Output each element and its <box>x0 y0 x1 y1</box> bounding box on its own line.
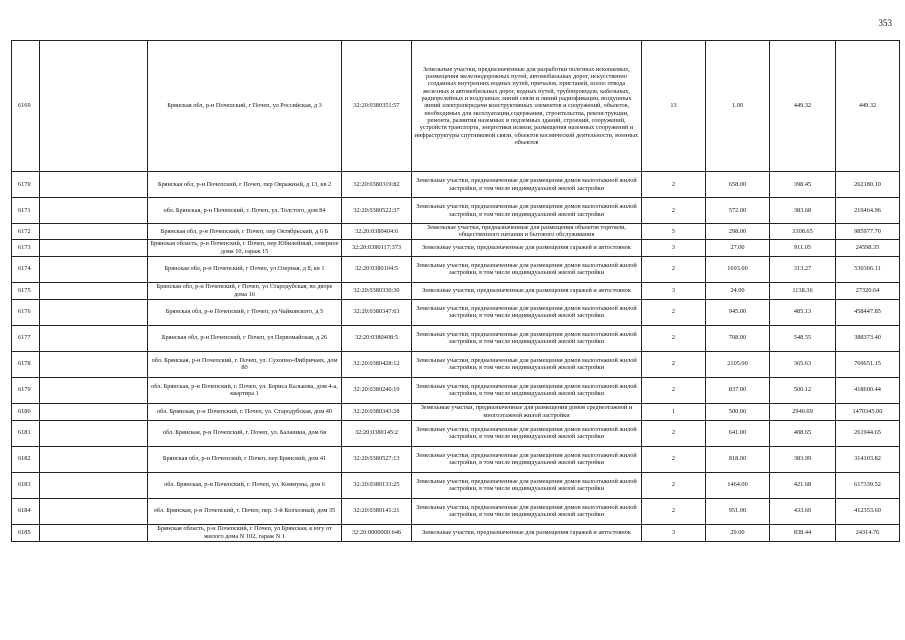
row-number: 6174 <box>12 256 40 282</box>
specific-value-cell: 383.68 <box>770 198 836 224</box>
cadastral-number-cell: 32:20:0380117:373 <box>342 239 412 256</box>
specific-value-cell: 433.60 <box>770 498 836 524</box>
land-use-cell: Земельные участки, предназначенные для размещения домов малоэтажной жилой застройки, в том числе индивидуальной жилой застройки <box>412 351 642 377</box>
address-cell: обл. Брянская, р-н Почепский, г. Почеп, ул. Бориса Калькова, дом 4-а, квартира 1 <box>148 377 342 403</box>
group-cell: 2 <box>642 325 706 351</box>
area-cell: 818.00 <box>706 446 770 472</box>
specific-value-cell: 3308.65 <box>770 224 836 240</box>
group-cell: 3 <box>642 239 706 256</box>
empty-cell <box>40 498 148 524</box>
specific-value-cell: 421.68 <box>770 472 836 498</box>
address-cell: Брянская область, р-н Почепский, г Почеп, пер Юбилейный, северное дома 10, гараж 15 <box>148 239 342 256</box>
cadastral-number-cell: 32:20:0380319:82 <box>342 172 412 198</box>
specific-value-cell: 500.12 <box>770 377 836 403</box>
table-row <box>12 420 900 446</box>
table-row <box>12 377 900 403</box>
page-number: 353 <box>878 18 892 28</box>
row-number: 6171 <box>12 198 40 224</box>
cadastral-value-cell: 418600.44 <box>836 377 900 403</box>
empty-cell <box>40 172 148 198</box>
area-cell: 500.00 <box>706 403 770 420</box>
cadastral-value-cell: 769651.15 <box>836 351 900 377</box>
empty-cell <box>40 472 148 498</box>
address-cell: Брянская область, р-н Почепский, г Почеп, ул Брянская, к югу от жилого дома N 102, гараж N 1 <box>148 524 342 541</box>
cadastral-value-cell: 219464.96 <box>836 198 900 224</box>
cadastral-value-cell: 617339.52 <box>836 472 900 498</box>
row-number: 6170 <box>12 172 40 198</box>
cadastral-value-cell: 24598.35 <box>836 239 900 256</box>
area-cell: 708.00 <box>706 325 770 351</box>
land-use-cell: Земельные участки, предназначенные для размещения домов малоэтажной жилой застройки, в том числе индивидуальной жилой застройки <box>412 299 642 325</box>
row-number: 6169 <box>12 41 40 172</box>
address-cell: обл. Брянская, р-н Почепский, г. Почеп, ул. Баланина, дом 6в <box>148 420 342 446</box>
row-number: 6173 <box>12 239 40 256</box>
table-row <box>12 198 900 224</box>
empty-cell <box>40 524 148 541</box>
empty-cell <box>40 198 148 224</box>
area-cell: 572.00 <box>706 198 770 224</box>
table-row <box>12 498 900 524</box>
specific-value-cell: 408.65 <box>770 420 836 446</box>
address-cell: Брянская обл, р-н Почепский, г Почеп, пер Октябрьский, д 6 Б <box>148 224 342 240</box>
group-cell: 3 <box>642 524 706 541</box>
address-cell: обл. Брянская, р-н Почепский, г. Почеп, ул. Сухопно-Фибричаях, дом 80 <box>148 351 342 377</box>
group-cell: 5 <box>642 224 706 240</box>
group-cell: 1 <box>642 403 706 420</box>
table-row <box>12 41 900 172</box>
row-number: 6176 <box>12 299 40 325</box>
land-use-cell: Земельные участки, предназначенные для размещения домов малоэтажной жилой застройки, в том числе индивидуальной жилой застройки <box>412 256 642 282</box>
cadastral-number-cell: 32:20:0380527:13 <box>342 446 412 472</box>
address-cell: Брянская обл, р-н Почепский, г Почеп, ул Озерная, д 8, кв 1 <box>148 256 342 282</box>
area-cell: 945.00 <box>706 299 770 325</box>
row-number: 6184 <box>12 498 40 524</box>
cadastral-number-cell: 32:20:0380428:12 <box>342 351 412 377</box>
specific-value-cell: 313.27 <box>770 256 836 282</box>
group-cell: 2 <box>642 446 706 472</box>
address-cell: обл. Брянская, р-н Почепский, г. Почеп, ул. Стародубская, дом 40 <box>148 403 342 420</box>
address-cell: Брянская обл, р-н Почепский, г Почеп, пер Брянский, дом 41 <box>148 446 342 472</box>
group-cell: 2 <box>642 198 706 224</box>
address-cell: обл. Брянская, р-н Почепский, г. Почеп, ул. Толстого, дом 84 <box>148 198 342 224</box>
area-cell: 1693.00 <box>706 256 770 282</box>
empty-cell <box>40 351 148 377</box>
land-use-cell: Земельные участки, предназначенные для размещения домов малоэтажной жилой застройки, в том числе индивидуальной жилой застройки <box>412 172 642 198</box>
land-use-cell: Земельные участки, предназначенные для разработки полезных ископаемых, размещения железнодорожных путей, автомобильных дорог, искусственно созданных внутренних водных путей, причалов, пристаней, полос отвода железных и автомобильных дорог, водных путей, трубопроводов, кабельных, радиорелейных и воздушных линий связи и линий радиофикации, воздушных линий электропередачи конструктивных элементов и сооружений, объектов, необходимых для эксплуатации,содержания, строительства, реконструкции, ремонта, развития наземных и подземных зданий, строений, сооружений, устройств транспорта, энергетики исвязи; размещения наземных сооружений и инфраструктуры спутниковой связи, объектов космической деятельности, военных объектов <box>412 41 642 172</box>
empty-cell <box>40 403 148 420</box>
group-cell: 2 <box>642 498 706 524</box>
cadastral-value-cell: 449.32 <box>836 41 900 172</box>
cadastral-value-cell: 261944.65 <box>836 420 900 446</box>
specific-value-cell: 548.55 <box>770 325 836 351</box>
cadastral-number-cell: 32:20:0380343:28 <box>342 403 412 420</box>
row-number: 6182 <box>12 446 40 472</box>
cadastral-number-cell: 32:20:0380330:30 <box>342 282 412 299</box>
cadastral-number-cell: 32:20:0380240:10 <box>342 377 412 403</box>
group-cell: 2 <box>642 472 706 498</box>
cadastral-value-cell: 1470345.00 <box>836 403 900 420</box>
land-use-cell: Земельные участки, предназначенные для размещения объектов торговли, общественного питания и бытового обслуживания <box>412 224 642 240</box>
area-cell: 29.00 <box>706 524 770 541</box>
empty-cell <box>40 282 148 299</box>
cadastral-number-cell: 32:20:0380133:25 <box>342 472 412 498</box>
empty-cell <box>40 420 148 446</box>
address-cell: Брянская обл, р-н Почепский, г Почеп, ул Первомайская, д 26 <box>148 325 342 351</box>
area-cell: 2105.00 <box>706 351 770 377</box>
empty-cell <box>40 377 148 403</box>
table-row <box>12 351 900 377</box>
cadastral-value-cell: 27320.64 <box>836 282 900 299</box>
cadastral-value-cell: 530366.11 <box>836 256 900 282</box>
area-cell: 27.00 <box>706 239 770 256</box>
specific-value-cell: 2940.69 <box>770 403 836 420</box>
cadastral-value-cell: 985977.70 <box>836 224 900 240</box>
table-row <box>12 256 900 282</box>
cadastral-value-table <box>11 40 900 542</box>
land-use-cell: Земельные участки, предназначенные для размещения домов малоэтажной жилой застройки, в том числе индивидуальной жилой застройки <box>412 446 642 472</box>
cadastral-number-cell: 32:20:0380141:21 <box>342 498 412 524</box>
empty-cell <box>40 256 148 282</box>
land-use-cell: Земельные участки, предназначенные для размещения гаражей и автостоянок <box>412 282 642 299</box>
table-row <box>12 403 900 420</box>
empty-cell <box>40 325 148 351</box>
cadastral-number-cell: 32:20:0380408:5 <box>342 325 412 351</box>
specific-value-cell: 1138.36 <box>770 282 836 299</box>
land-use-cell: Земельные участки, предназначенные для размещения домов малоэтажной жилой застройки, в том числе индивидуальной жилой застройки <box>412 377 642 403</box>
cadastral-number-cell: 32:20:0000000:646 <box>342 524 412 541</box>
group-cell: 2 <box>642 256 706 282</box>
group-cell: 3 <box>642 282 706 299</box>
cadastral-number-cell: 32:20:0380347:63 <box>342 299 412 325</box>
area-cell: 1464.00 <box>706 472 770 498</box>
row-number: 6175 <box>12 282 40 299</box>
specific-value-cell: 365.63 <box>770 351 836 377</box>
table-row <box>12 325 900 351</box>
specific-value-cell: 383.99 <box>770 446 836 472</box>
row-number: 6180 <box>12 403 40 420</box>
specific-value-cell: 838.44 <box>770 524 836 541</box>
land-use-cell: Земельные участки, предназначенные для размещения гаражей и автостоянок <box>412 524 642 541</box>
address-cell: обл. Брянская, р-н Почепский, г. Почеп, пер. 3-й Колхозный, дом 35 <box>148 498 342 524</box>
land-use-cell: Земельные участки, предназначенные для размещения домов малоэтажной жилой застройки, в том числе индивидуальной жилой застройки <box>412 325 642 351</box>
cadastral-number-cell: 32:20:0380104:5 <box>342 256 412 282</box>
empty-cell <box>40 239 148 256</box>
row-number: 6179 <box>12 377 40 403</box>
land-use-cell: Земельные участки, предназначенные для размещения домов малоэтажной жилой застройки, в том числе индивидуальной жилой застройки <box>412 498 642 524</box>
area-cell: 658.00 <box>706 172 770 198</box>
specific-value-cell: 911.05 <box>770 239 836 256</box>
cadastral-value-cell: 388373.40 <box>836 325 900 351</box>
cadastral-value-cell: 412353.60 <box>836 498 900 524</box>
group-cell: 2 <box>642 377 706 403</box>
specific-value-cell: 485.13 <box>770 299 836 325</box>
table-row <box>12 282 900 299</box>
table-row <box>12 224 900 240</box>
address-cell: обл. Брянская, р-н Почепский, г. Почеп, ул. Коммуны, дом 6 <box>148 472 342 498</box>
land-use-cell: Земельные участки, предназначенные для размещения домов малоэтажной жилой застройки, в том числе индивидуальной жилой застройки <box>412 472 642 498</box>
cadastral-value-cell: 24314.76 <box>836 524 900 541</box>
cadastral-value-cell: 458447.85 <box>836 299 900 325</box>
table-row <box>12 172 900 198</box>
row-number: 6181 <box>12 420 40 446</box>
area-cell: 298.00 <box>706 224 770 240</box>
area-cell: 24.00 <box>706 282 770 299</box>
row-number: 6178 <box>12 351 40 377</box>
area-cell: 837.00 <box>706 377 770 403</box>
cadastral-value-cell: 314103.82 <box>836 446 900 472</box>
table-row <box>12 299 900 325</box>
address-cell: Брянская обл, р-н Почепский, г Почеп, ул Чайковского, д 5 <box>148 299 342 325</box>
area-cell: 1.00 <box>706 41 770 172</box>
area-cell: 951.00 <box>706 498 770 524</box>
address-cell: Брянская обл, р-н Почепский, г Почеп, ул Стародубская, во дворе дома 16 <box>148 282 342 299</box>
empty-cell <box>40 299 148 325</box>
cadastral-number-cell: 32:20:0380351:57 <box>342 41 412 172</box>
cadastral-number-cell: 32:20:0380404:6 <box>342 224 412 240</box>
table-row <box>12 524 900 541</box>
empty-cell <box>40 41 148 172</box>
table-row <box>12 446 900 472</box>
land-use-cell: Земельные участки, предназначенные для размещения домов малоэтажной жилой застройки, в том числе индивидуальной жилой застройки <box>412 198 642 224</box>
specific-value-cell: 449.32 <box>770 41 836 172</box>
table-row <box>12 472 900 498</box>
cadastral-number-cell: 32:20:0380145:2 <box>342 420 412 446</box>
empty-cell <box>40 224 148 240</box>
group-cell: 2 <box>642 299 706 325</box>
land-use-cell: Земельные участки, предназначенные для размещения гаражей и автостоянок <box>412 239 642 256</box>
group-cell: 2 <box>642 351 706 377</box>
address-cell: Брянская обл, р-н Почепский, г Почеп, ул Российская, д 3 <box>148 41 342 172</box>
land-use-cell: Земельные участки, предназначенные для размещения домов среднеэтажной и многоэтажной жилой застройки <box>412 403 642 420</box>
row-number: 6183 <box>12 472 40 498</box>
specific-value-cell: 398.45 <box>770 172 836 198</box>
group-cell: 13 <box>642 41 706 172</box>
group-cell: 2 <box>642 172 706 198</box>
cadastral-number-cell: 32:20:0380522:37 <box>342 198 412 224</box>
row-number: 6177 <box>12 325 40 351</box>
cadastral-value-cell: 262180.10 <box>836 172 900 198</box>
table-row <box>12 239 900 256</box>
row-number: 6172 <box>12 224 40 240</box>
row-number: 6185 <box>12 524 40 541</box>
empty-cell <box>40 446 148 472</box>
land-use-cell: Земельные участки, предназначенные для размещения домов малоэтажной жилой застройки, в том числе индивидуальной жилой застройки <box>412 420 642 446</box>
group-cell: 2 <box>642 420 706 446</box>
address-cell: Брянская обл, р-н Почепский, г Почеп, пер Овражный, д 13, кв 2 <box>148 172 342 198</box>
area-cell: 641.00 <box>706 420 770 446</box>
